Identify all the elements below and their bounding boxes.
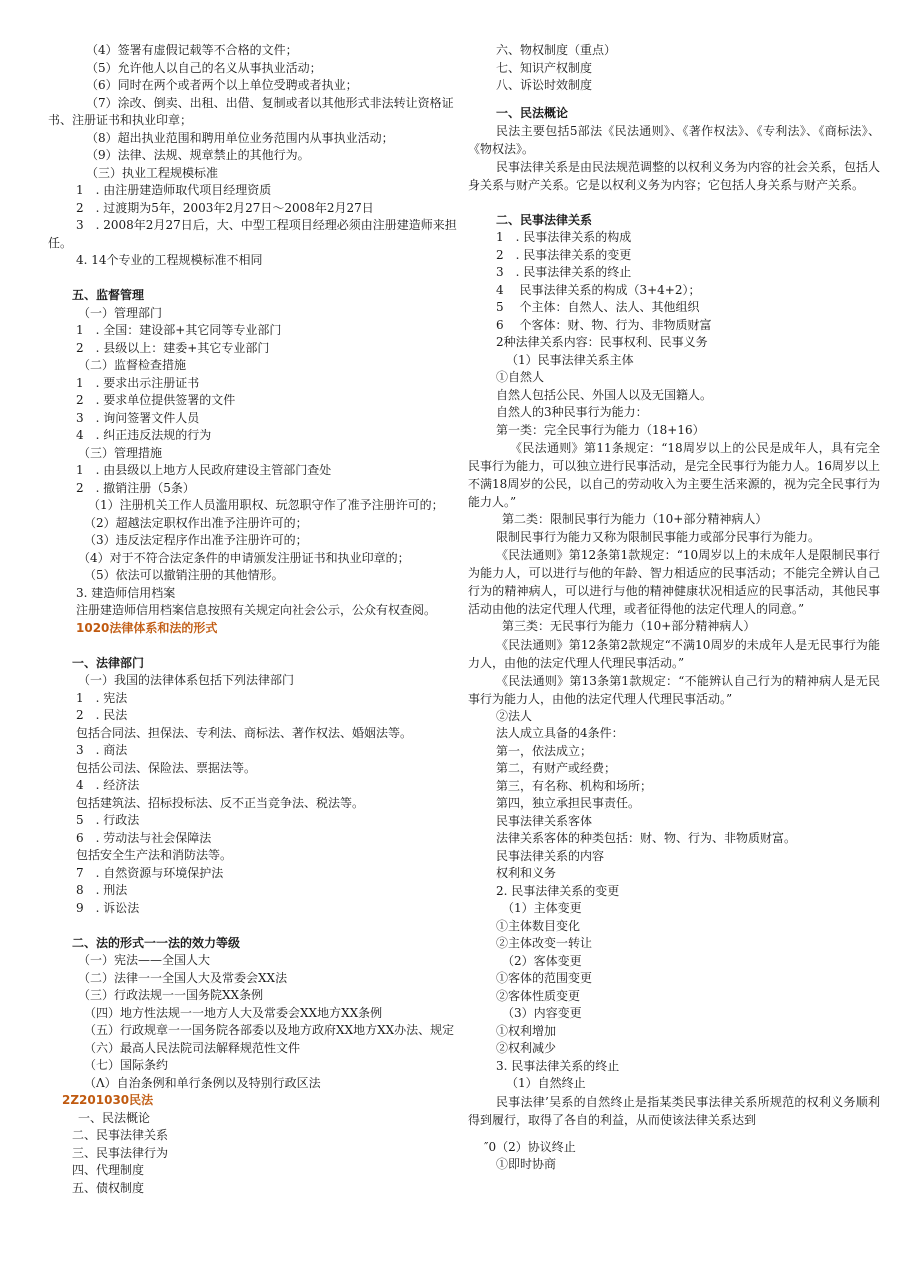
text-line: （1）主体变更 xyxy=(502,901,582,915)
text-line: 第二，有财产或经费； xyxy=(496,761,617,775)
text-line: （二）法律一一全国人大及常委会XX法 xyxy=(78,970,288,985)
text-line: （2）客体变更 xyxy=(502,953,582,968)
text-line: 自然人包括公民、外国人以及无国籍人。 xyxy=(496,387,713,402)
text-line: ②法人 xyxy=(496,708,533,723)
text-line: 3. 民事法律关系的终止 xyxy=(496,1058,620,1073)
text-line: 4 民事法律关系的构成（3+4+2）； xyxy=(496,282,701,297)
text-line: 4 . 经济法 xyxy=(76,778,140,792)
text-line: 1 . 要求出示注册证书 xyxy=(76,375,200,390)
text-line: （5）允许他人以自己的名义从事执业活动； xyxy=(86,60,322,75)
text-line: （1）注册机关工作人员滥用职权、玩忽职守作了准予注册许可的； xyxy=(88,498,444,512)
text-line: 包括合同法、担保法、专利法、商标法、著作权法、婚姻法等。 xyxy=(76,725,413,740)
text-line: （5）依法可以撤销注册的其他情形。 xyxy=(84,568,284,582)
text-line: （二）监督检查措施 xyxy=(78,358,187,372)
section-heading: 二、法的形式一一法的效力等级 xyxy=(72,935,241,950)
text-line: 第二类：限制民事行为能力（10+部分精神病人） xyxy=(502,512,768,526)
section-heading: 一、法律部门 xyxy=(72,655,145,670)
text-line: （7）涂改、倒卖、出租、出借、复制或者以其他形式非法转让资格证书、注册证书和执业印章； xyxy=(48,95,454,127)
text-line: 三、民事法律行为 xyxy=(72,1145,169,1160)
text-line: 1 . 全国：建设部+其它同等专业部门 xyxy=(76,323,282,337)
section-heading: 一、民法概论 xyxy=(496,105,569,120)
text-line: 2 . 民法 xyxy=(76,708,128,722)
text-line: ②客体性质变更 xyxy=(496,988,581,1003)
text-line: 2 . 过渡期为5年，2003年2月27日～2008年2月27日 xyxy=(76,200,374,215)
paragraph: 民法主要包括5部法《民法通则》、《著作权法》、《专利法》、《商标法》、《物权法》。 xyxy=(468,124,880,156)
chapter-heading: 1020法律体系和法的形式 xyxy=(76,620,218,635)
text-line: 5 个主体：自然人、法人、其他组织 xyxy=(496,300,700,314)
text-line: 1 . 宪法 xyxy=(76,690,128,705)
text-line: ①客体的范围变更 xyxy=(496,971,593,985)
text-line: （一）宪法——全国人大 xyxy=(78,953,211,967)
text-line: 4. 14个专业的工程规模标准不相同 xyxy=(76,253,263,267)
text-line: （三）管理措施 xyxy=(78,445,163,460)
text-line: 八、诉讼时效制度 xyxy=(496,78,593,92)
text-line: 法律关系客体的种类包括：财、物、行为、非物质财富。 xyxy=(496,831,797,845)
text-line: （1）民事法律关系主体 xyxy=(506,352,634,367)
text-line: （六）最高人民法院司法解释规范性文件 xyxy=(84,1040,301,1055)
text-line: ①权利增加 xyxy=(496,1023,557,1038)
text-line: 注册建造师信用档案信息按照有关规定向社会公示，公众有权查阅。 xyxy=(76,603,437,617)
text-line: 民事法律关系的内容 xyxy=(496,848,605,863)
text-line: 1 . 由县级以上地方人民政府建设主管部门查处 xyxy=(76,463,332,477)
text-line: 五、债权制度 xyxy=(72,1180,145,1195)
text-line: 限制民事行为能力又称为限制民事能力或部分民事行为能力。 xyxy=(496,529,821,544)
text-line: （三）执业工程规模标准 xyxy=(86,165,219,180)
paragraph: 《民法通则》第11条规定：“18周岁以上的公民是成年人，具有完全民事行为能力，可以独立进行民事活动，是完全民事行为能力人。16周岁以上不满18周岁的公民，以自己的劳动收入为主要生活来源的，视为完全民事行为能力人。” xyxy=(468,441,880,509)
text-line: 七、知识产权制度 xyxy=(496,60,593,75)
text-line: （Λ）自治条例和单行条例以及特别行政区法 xyxy=(84,1075,321,1090)
text-line: （五）行政规章一一国务院各部委以及地方政府XX地方XX办法、规定 xyxy=(84,1023,455,1037)
text-line: （七）国际条约 xyxy=(84,1058,169,1072)
left-column xyxy=(48,42,460,1197)
text-line: （9）法律、法规、规章禁止的其他行为。 xyxy=(86,148,310,162)
paragraph: 《民法通则》第12条第2款规定“不满10周岁的未成年人是无民事行为能力人，由他的法定代理人代理民事活动。” xyxy=(468,637,880,670)
text-line: （4）对于不符合法定条件的申请颁发注册证书和执业印章的； xyxy=(78,550,410,565)
paragraph: 民事法律关系是由民法规范调整的以权利义务为内容的社会关系，包括人身关系与财产关系。它是以权利义务为内容；它包括人身关系与财产关系。 xyxy=(468,160,881,192)
chapter-heading: 2Z201030民法 xyxy=(62,1093,154,1107)
section-heading: 五、监督管理 xyxy=(72,288,145,302)
section-heading: 二、民事法律关系 xyxy=(496,212,593,227)
text-line: ①自然人 xyxy=(496,370,545,384)
text-line: 3 . 询问签署文件人员 xyxy=(76,410,200,425)
text-line: 2 . 县级以上：建委+其它专业部门 xyxy=(76,340,270,355)
text-line: 自然人的3种民事行为能力： xyxy=(496,405,648,419)
text-line: 包括建筑法、招标投标法、反不正当竞争法、税法等。 xyxy=(76,795,365,810)
text-line: 3 . 2008年2月27日后，大、中型工程项目经理必须由注册建造师来担任。 xyxy=(48,218,457,250)
text-line: （3）违反法定程序作出准予注册许可的； xyxy=(84,533,308,547)
text-line: 六、物权制度（重点） xyxy=(496,43,617,57)
text-line: 2种法律关系内容：民事权利、民事义务 xyxy=(496,335,708,349)
text-line: （8）超出执业范围和聘用单位业务范围内从事执业活动； xyxy=(86,130,394,145)
text-line: 4 . 纠正违反法规的行为 xyxy=(76,428,212,442)
text-line: 民事法律关系客体 xyxy=(496,813,593,828)
text-line: 2. 民事法律关系的变更 xyxy=(496,883,620,898)
text-line: 1 . 由注册建造师取代项目经理资质 xyxy=(76,183,272,197)
text-line: ②权利减少 xyxy=(496,1041,557,1055)
right-column xyxy=(468,42,880,1174)
paragraph: 《民法通则》第13条第1款规定：“不能辨认自己行为的精神病人是无民事行为能力人，由他的法定代理人代理民事活动。” xyxy=(468,673,880,706)
text-line: （4）签署有虚假记载等不合格的文件； xyxy=(86,43,298,57)
text-line: （1）自然终止 xyxy=(506,1076,586,1090)
text-line: （6）同时在两个或者两个以上单位受聘或者执业； xyxy=(86,78,358,92)
text-line: 第一，依法成立； xyxy=(496,743,593,758)
text-line: 9 . 诉讼法 xyxy=(76,900,140,915)
text-line: 法人成立具备的4条件： xyxy=(496,726,624,740)
paragraph: 《民法通则》第12条第1款规定：“10周岁以上的未成年人是限制民事行为能力人，可以进行与他的年龄、智力相适应的民事活动；不能完全辨认自己行为的精神病人，可以进行与他的精神健康状况相适应的民事活动，其他民事活动由他的法定代理人代理，或者征得他的法定代理人的同意。” xyxy=(468,548,880,616)
text-line: 四、代理制度 xyxy=(72,1163,145,1177)
text-line: （三）行政法规一一国务院XX条例 xyxy=(78,988,264,1002)
text-line: 权利和义务 xyxy=(496,866,557,880)
paragraph: 民事法律’吴系的自然终止是指某类民事法律关系所规范的权利义务顺利得到履行，取得了各自的利益，从而使该法律关系达到 xyxy=(468,1094,880,1127)
text-line: （一）我国的法律体系包括下列法律部门 xyxy=(78,673,295,687)
text-line: 第三类：无民事行为能力（10+部分精神病人） xyxy=(502,619,756,633)
text-line: ②主体改变一转让 xyxy=(496,936,593,950)
text-line: 第三，有名称、机构和场所； xyxy=(496,778,653,793)
text-line: 2 . 撤销注册（5条） xyxy=(76,480,195,495)
text-line: 二、民事法律关系 xyxy=(72,1128,169,1142)
text-line: 8 . 刑法 xyxy=(76,883,128,897)
text-line: （2）超越法定职权作出准予注册许可的； xyxy=(84,515,308,530)
text-line: 3 . 商法 xyxy=(76,743,128,757)
text-line: ①即时协商 xyxy=(496,1157,557,1171)
text-line: （3）内容变更 xyxy=(502,1006,582,1020)
text-line: 第四，独立承担民事责任。 xyxy=(496,796,641,810)
text-line: 2 . 要求单位提供签署的文件 xyxy=(76,393,236,407)
text-line: 一、民法概论 xyxy=(78,1110,151,1125)
text-line: 3. 建造师信用档案 xyxy=(76,585,176,600)
text-line: ①主体数目变化 xyxy=(496,918,581,933)
text-line: 包括公司法、保险法、票据法等。 xyxy=(76,760,257,775)
text-line: 6 个客体：财、物、行为、非物质财富 xyxy=(496,317,712,332)
text-line: 7 . 自然资源与环境保护法 xyxy=(76,865,224,880)
text-line: 包括安全生产法和消防法等。 xyxy=(76,848,233,862)
text-line: （一）管理部门 xyxy=(78,305,163,320)
text-line: 3 . 民事法律关系的终止 xyxy=(496,265,632,279)
text-line: 2 . 民事法律关系的变更 xyxy=(496,247,632,262)
text-line: ″0（2）协议终止 xyxy=(484,1139,576,1154)
text-line: 6 . 劳动法与社会保障法 xyxy=(76,830,212,845)
text-line: 1 . 民事法律关系的构成 xyxy=(496,230,632,244)
text-line: 5 . 行政法 xyxy=(76,813,140,827)
text-line: 第一类：完全民事行为能力（18+16） xyxy=(496,422,705,437)
text-line: （四）地方性法规一一地方人大及常委会XX地方XX条例 xyxy=(84,1005,383,1020)
